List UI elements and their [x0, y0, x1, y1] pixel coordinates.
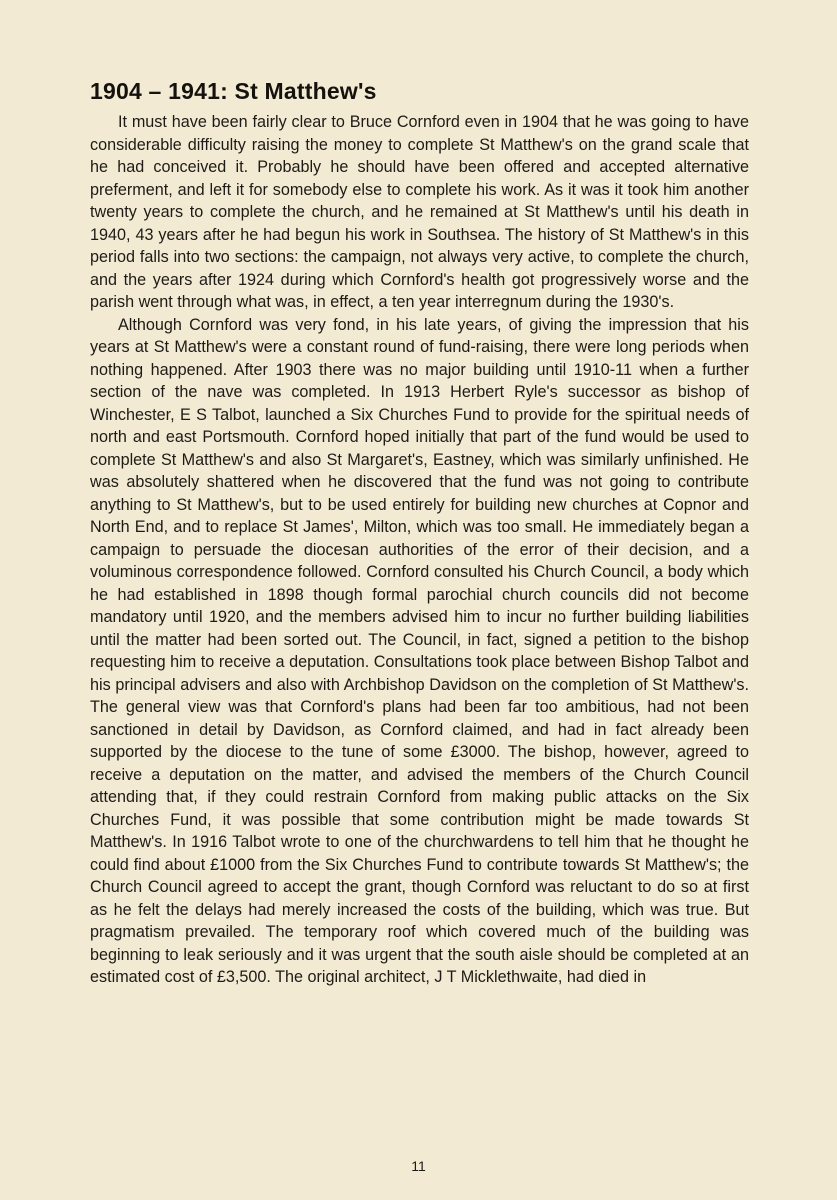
page-number: 11: [411, 1158, 426, 1174]
paragraph-1: It must have been fairly clear to Bruce Cornford even in 1904 that he was going to have considerable difficulty raising the money to complete St Matthew's on the grand scale that he had conceived it. Probably he should have been offered and accepted alternative preferment, and left it for somebody else to complete his work. As it was it took him another twenty years to complete the church, and he remained at St Matthew's until his death in 1940, 43 years after he had begun his work in Southsea. The history of St Matthew's in this period falls into two sections: the campaign, not always very active, to complete the church, and the years after 1924 during which Cornford's health got progressively worse and the parish went through what was, in effect, a ten year interregnum during the 1930's.: [90, 113, 749, 311]
section-heading: 1904 – 1941: St Matthew's: [90, 78, 377, 104]
paragraph-2: Although Cornford was very fond, in his late years, of giving the impression that his years at St Matthew's were a constant round of fund-raising, there were long periods when nothing happened. After 1903 there was no major building until 1910-11 when a further section of the nave was completed. In 1913 Herbert Ryle's successor as bishop of Winchester, E S Talbot, launched a Six Churches Fund to provide for the spiritual needs of north and east Portsmouth. Cornford hoped initially that part of the fund would be used to complete St Matthew's and also St Margaret's, Eastney, which was similarly unfinished. He was absolutely shattered when he discovered that the fund was not going to contribute anything to St Matthew's, but to be used entirely for building new churches at Copnor and North End, and to replace St James', Milton, which was too small. He immediately began a campaign to persuade the diocesan authorities of the error of their decision, and a voluminous correspondence followed. Cornford consulted his Church Council, a body which he had established in 1898 though formal parochial church councils did not become mandatory until 1920, and the members advised him to incur no further building liabilities until the matter had been sorted out. The Council, in fact, signed a petition to the bishop requesting him to receive a deputation. Consultations took place between Bishop Talbot and his principal advisers and also with Archbishop Davidson on the completion of St Matthew's. The general view was that Cornford's plans had been far too ambitious, had not been sanctioned in detail by Davidson, as Cornford claimed, and had in fact already been supported by the diocese to the tune of some £3000. The bishop, however, agreed to receive a deputation on the matter, and advised the members of the Church Council attending that, if they could restrain Cornford from making public attacks on the Six Churches Fund, it was possible that some contribution might be made towards St Matthew's. In 1916 Talbot wrote to one of the churchwardens to tell him that he thought he could find about £1000 from the Six Churches Fund to contribute towards St Matthew's; the Church Council agreed to accept the grant, though Cornford was reluctant to do so at first as he felt the delays had merely increased the costs of the building, which was true. But pragmatism prevailed. The temporary roof which covered much of the building was beginning to leak seriously and it was urgent that the south aisle should be completed at an estimated cost of £3,500. The original architect, J T Micklethwaite, had died in: [90, 315, 749, 986]
